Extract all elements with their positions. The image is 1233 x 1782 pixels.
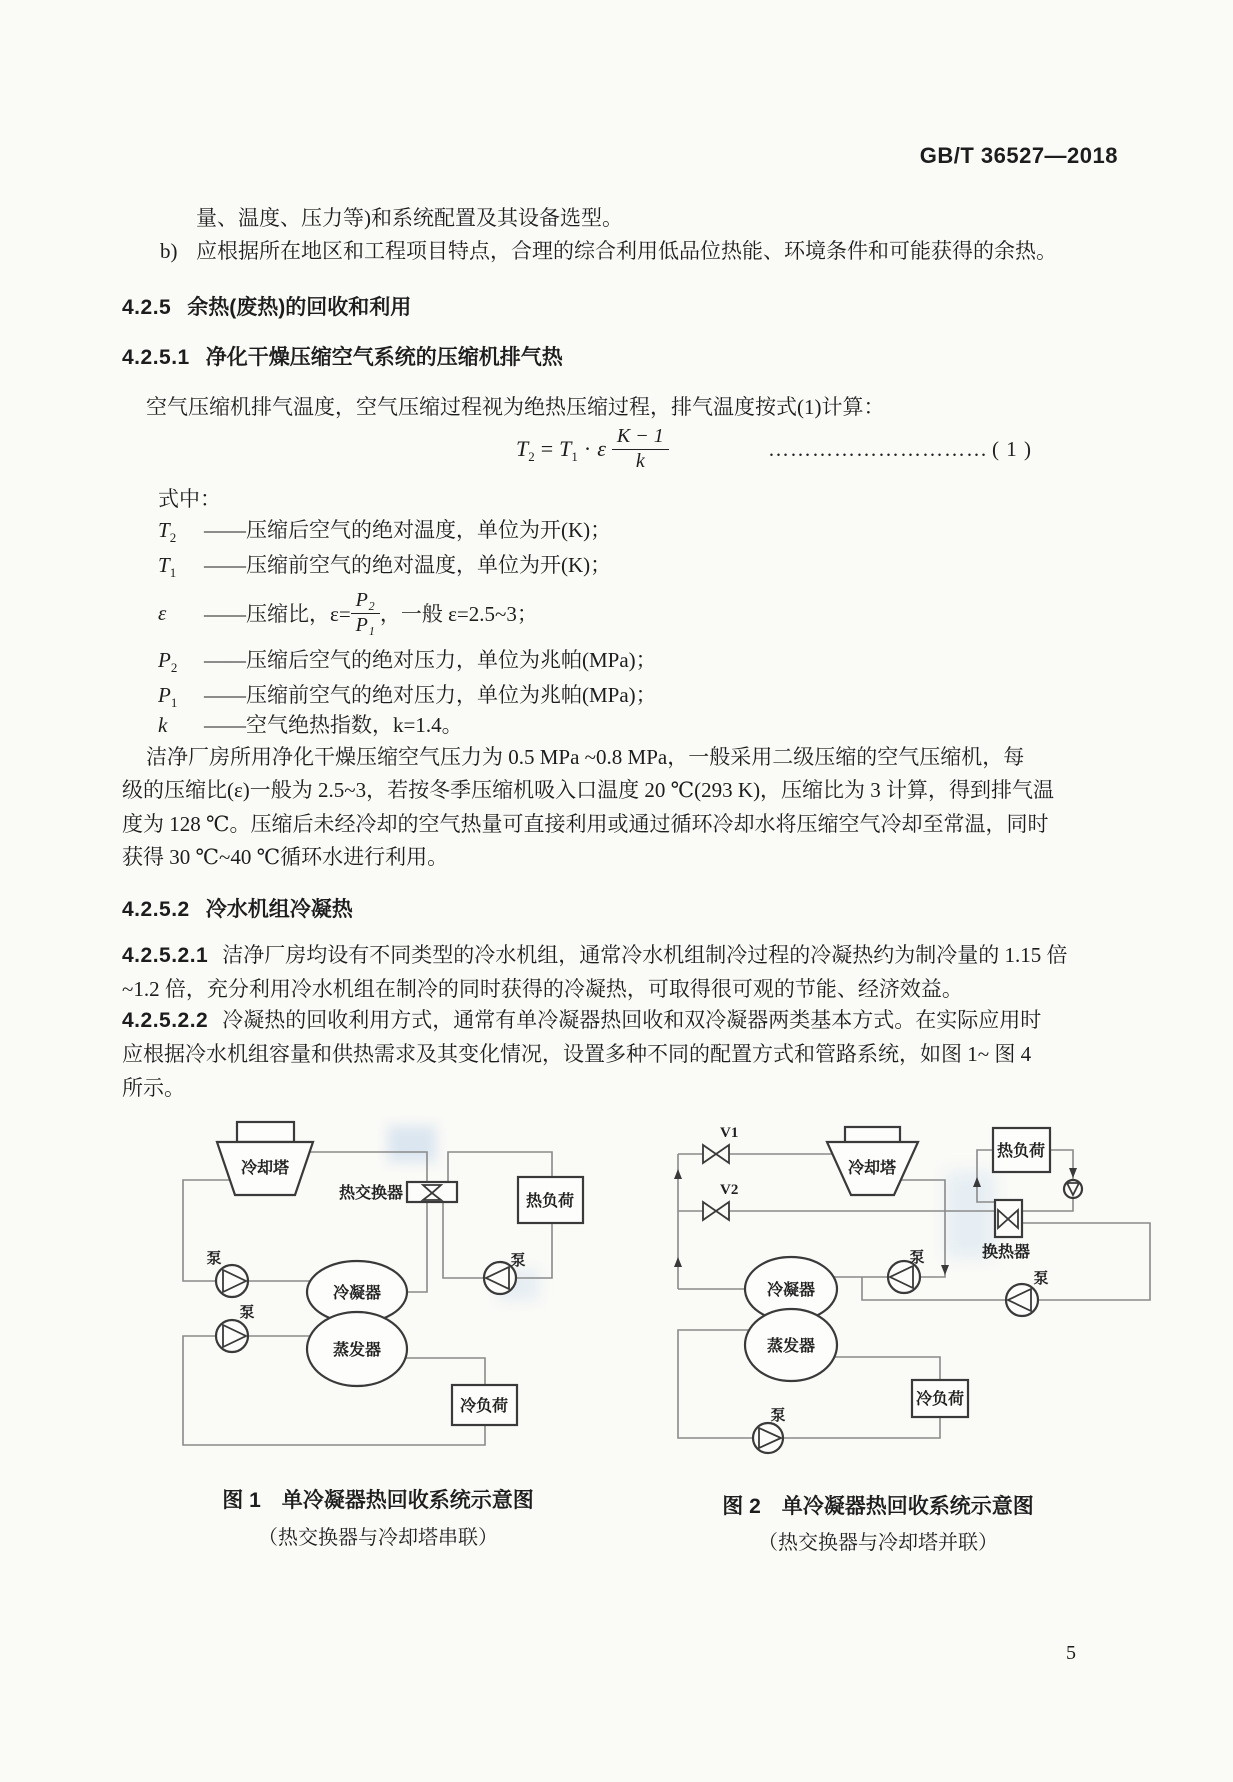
figure1-diagram [158,1105,598,1465]
heat-exchanger-label: 热交换器 [338,1185,403,1202]
valve-v2-label: V2 [720,1182,739,1198]
definition-row-p2: $P_2$ ——压缩后空气的绝对压力，单位为兆帕(MPa)； [158,648,657,675]
cooling-tower-cap [237,1122,294,1142]
list-item-b [160,238,1057,264]
section-heading-4251 [122,341,563,371]
definition-row-t1: $T_1$ ——压缩前空气的绝对温度，单位为开(K)； [158,553,612,580]
equation-number: ( 1 ) [992,437,1032,461]
paragraph-line: 应根据冷水机组容量和供热需求及其变化情况，设置多种不同的配置方式和管路系统，如图 1~ 图 4 [122,1042,1032,1066]
pump-icon [216,1265,248,1297]
heat-load-label: 热负荷 [525,1193,575,1210]
eq-lhs: $T_2$ [516,436,535,464]
figure2-diagram [650,1105,1170,1465]
pump-label: 泵 [239,1305,255,1321]
clause-number: 4.2.5.2.2 [122,1009,209,1032]
pump-label: 泵 [206,1251,222,1267]
eq-epsilon: ε [597,436,606,461]
paragraph-line: 度为 128 ℃。压缩后未经冷却的空气热量可直接利用或通过循环冷却水将压缩空气冷却至常温，同时 [122,812,1049,836]
eq-rhs: $T_1$ [559,436,578,464]
pump-icon [216,1320,248,1352]
eq-exponent-fraction: $\frac{K - 1}{k}$ [612,426,669,472]
flow-arrow-up [973,1177,981,1187]
condenser-label: 冷凝器 [766,1282,816,1299]
list-item-b-label: b) [160,239,178,263]
definition-row-k: k ——空气绝热指数，k=1.4。 [158,713,463,737]
section-title: 余热(废热)的回收和利用 [187,296,412,319]
definition-row-epsilon: ε ——压缩比，ε= $\frac{\text{P₂}}{\text{P₁}}$ ，一般 ε=2.5~3； [158,588,538,636]
figure1-caption-title: 图 1 单冷凝器热回收系统示意图 [222,1489,534,1512]
equation-leader [768,437,1032,462]
evaporator-label: 蒸发器 [332,1342,382,1359]
pump-icon [1006,1284,1038,1316]
valve-v1-label: V1 [720,1125,739,1141]
paragraph-line: 级的压缩比(ε)一般为 2.5~3，若按冬季压缩机吸入口温度 20 ℃(293 K)，压缩比为 3 计算，得到排气温 [122,778,1055,802]
section-number: 4.2.5.1 [122,346,190,369]
cooling-tower-label: 冷却塔 [847,1160,897,1177]
definition-row-t2: $T_2$ ——压缩后空气的绝对温度，单位为开(K)； [158,518,612,545]
eq-equals: = [540,436,554,461]
paragraph-line: 洁净厂房所用净化干燥压缩空气压力为 0.5 MPa ~0.8 MPa，一般采用二级压缩的空气压缩机，每 [146,745,1025,769]
pump-label: 泵 [909,1250,925,1266]
pump-label: 泵 [1033,1271,1049,1287]
flow-arrow-up [674,1257,682,1267]
flow-arrow-down [1069,1168,1077,1178]
figure2-caption-title: 图 2 单冷凝器热回收系统示意图 [722,1495,1034,1518]
equation-1 [516,424,669,474]
evaporator-label: 蒸发器 [766,1338,816,1355]
body-line-continuation: 量、温度、压力等)和系统配置及其设备选型。 [196,206,623,230]
figure1-caption-sub: （热交换器与冷却塔串联） [258,1527,498,1549]
valve-icon [703,1202,716,1220]
pump-icon [753,1423,783,1453]
definition-row-p1: $P_1$ ——压缩前空气的绝对压力，单位为兆帕(MPa)； [158,683,657,710]
valve-icon [716,1202,729,1220]
standard-number-header: GB/T 36527—2018 [919,143,1118,168]
paragraph-line: 获得 30 ℃~40 ℃循环水进行利用。 [122,845,449,869]
heat-exchanger-label: 换热器 [981,1244,1031,1261]
condenser-label: 冷凝器 [332,1285,382,1302]
section-number: 4.2.5 [122,296,172,319]
section-heading-425 [122,291,411,321]
heat-load-label: 热负荷 [996,1143,1046,1160]
eq-middot: · [583,436,592,461]
epsilon-fraction: $\frac{\text{P₂}}{\text{P₁}}$ [351,590,380,636]
paragraph-42521-line1: 4.2.5.2.1 洁净厂房均设有不同类型的冷水机组，通常冷水机组制冷过程的冷凝热约为制冷量的 1.15 倍 [122,943,1068,967]
leader-dots: ………………………… [768,437,988,461]
valve-icon [703,1145,716,1163]
flow-arrow-up [674,1169,682,1179]
cooling-tower-label: 冷却塔 [240,1160,290,1177]
section-heading-4252 [122,893,353,923]
section-title: 净化干燥压缩空气系统的压缩机排气热 [205,346,563,369]
valve-icon [716,1145,729,1163]
cool-load-label: 冷负荷 [915,1391,965,1408]
figure2-caption-sub: （热交换器与冷却塔并联） [758,1532,998,1554]
paragraph-line: 所示。 [122,1076,185,1100]
flow-arrow-down [941,1265,949,1275]
cool-load-label: 冷负荷 [459,1398,509,1415]
formula-intro-line: 空气压缩机排气温度，空气压缩过程视为绝热压缩过程，排气温度按式(1)计算： [146,395,885,419]
paragraph-42522-line1: 4.2.5.2.2 冷凝热的回收利用方式，通常有单冷凝器热回收和双冷凝器两类基本方式。在实际应用时 [122,1008,1042,1032]
paragraph-line: ~1.2 倍，充分利用冷水机组在制冷的同时获得的冷凝热，可取得很可观的节能、经济效益。 [122,977,963,1001]
list-item-b-text: 应根据所在地区和工程项目特点，合理的综合利用低品位热能、环境条件和可能获得的余热。 [196,239,1057,263]
pump-label: 泵 [510,1253,526,1269]
section-number: 4.2.5.2 [122,898,190,921]
clause-number: 4.2.5.2.1 [122,944,209,967]
section-title: 冷水机组冷凝热 [205,898,353,921]
definitions-lead: 式中： [158,487,221,511]
pump-label: 泵 [770,1408,786,1424]
page-number: 5 [1066,1642,1076,1664]
